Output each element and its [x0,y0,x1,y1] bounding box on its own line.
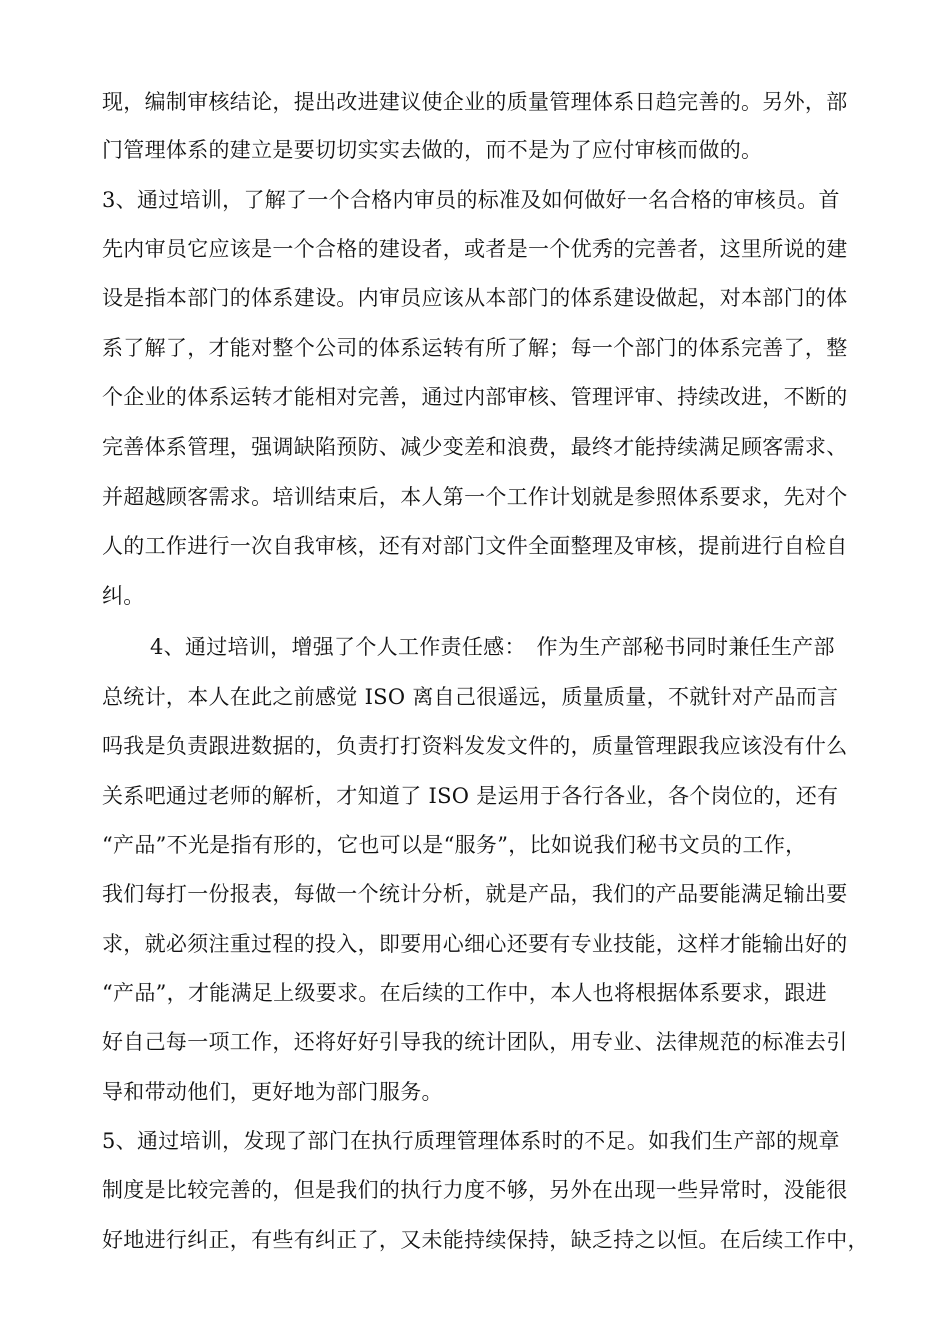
text-line: 求，就必须注重过程的投入，即要用心细心还要有专业技能，这样才能输出好的 [102,932,848,956]
text-line: 关系吧通过老师的解析，才知道了 ISO 是运用于各行各业，各个岗位的，还有 [102,784,839,808]
text-line: 好自己每一项工作，还将好好引导我的统计团队，用专业、法律规范的标准去引 [102,1030,848,1054]
text-line: 吗我是负责跟进数据的，负责打打资料发发文件的，质量管理跟我应该没有什么 [102,734,848,758]
text-line: 人的工作进行一次自我审核，还有对部门文件全面整理及审核，提前进行自检自 [102,534,848,558]
text-line: 系了解了，才能对整个公司的体系运转有所了解；每一个部门的体系完善了，整 [102,336,848,360]
text-line: 完善体系管理，强调缺陷预防、减少变差和浪费，最终才能持续满足顾客需求、 [102,435,848,459]
text-line: 我们每打一份报表，每做一个统计分析，就是产品，我们的产品要能满足输出要 [102,882,848,906]
text-line: 4、通过培训，增强了个人工作责任感： 作为生产部秘书同时兼任生产部 [150,635,835,659]
text-line: 制度是比较完善的，但是我们的执行力度不够，另外在出现一些异常时，没能很 [102,1178,848,1202]
text-line: 个企业的体系运转才能相对完善，通过内部审核、管理评审、持续改进，不断的 [102,385,848,409]
text-line: 门管理体系的建立是要切切实实去做的，而不是为了应付审核而做的。 [102,138,763,162]
text-line: 并超越顾客需求。培训结束后，本人第一个工作计划就是参照体系要求，先对个 [102,485,848,509]
text-line: 先内审员它应该是一个合格的建设者，或者是一个优秀的完善者，这里所说的建 [102,237,848,261]
text-line: 设是指本部门的体系建设。内审员应该从本部门的体系建设做起，对本部门的体 [102,286,848,310]
text-line: “产品”，才能满足上级要求。在后续的工作中，本人也将根据体系要求，跟进 [102,981,827,1005]
text-line: 5、通过培训，发现了部门在执行质理管理体系时的不足。如我们生产部的规章 [102,1129,840,1153]
text-line: 3、通过培训，了解了一个合格内审员的标准及如何做好一名合格的审核员。首 [102,188,840,212]
text-line: “产品”不光是指有形的，它也可以是“服务”，比如说我们秘书文员的工作， [102,833,807,857]
text-line: 现，编制审核结论，提出改进建议使企业的质量管理体系日趋完善的。另外，部 [102,90,848,114]
text-line: 总统计，本人在此之前感觉 ISO 离自己很遥远，质量质量，不就针对产品而言 [102,685,839,709]
text-line: 好地进行纠正，有些有纠正了，又未能持续保持，缺乏持之以恒。在后续工作中， [102,1228,869,1252]
text-line: 导和带动他们，更好地为部门服务。 [102,1080,443,1104]
text-line: 纠。 [102,584,145,608]
